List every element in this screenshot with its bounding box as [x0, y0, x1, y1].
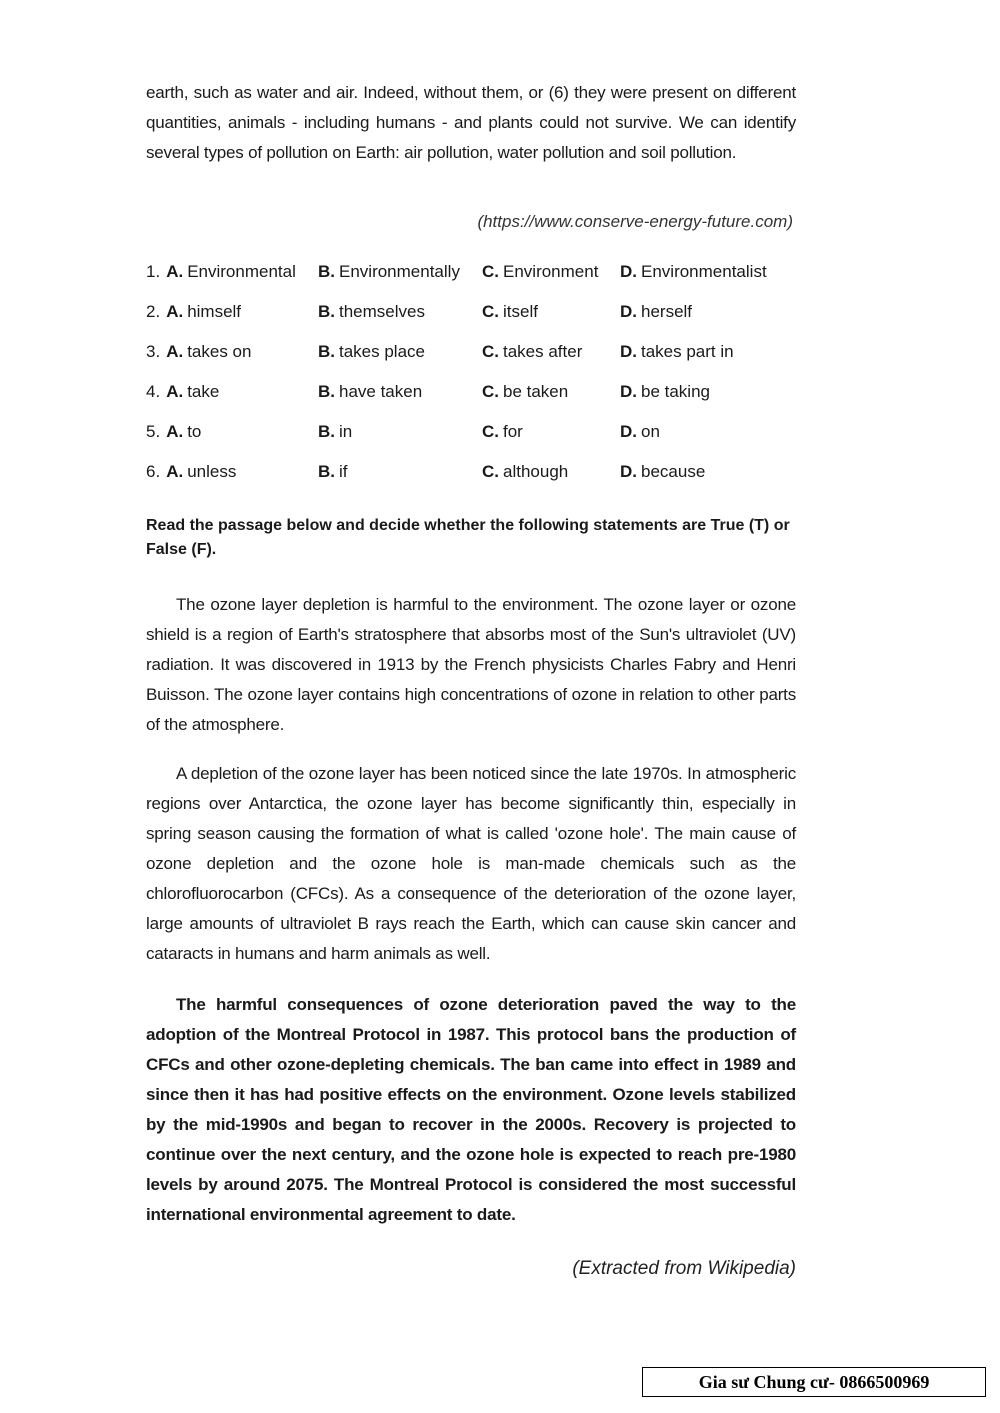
option-c	[482, 302, 620, 322]
option-letter: D.	[620, 422, 637, 441]
option-b	[318, 342, 482, 362]
option-c	[482, 422, 620, 442]
option-text: takes after	[503, 342, 583, 361]
option-text: Environmentalist	[641, 262, 767, 281]
option-b	[318, 382, 482, 402]
option-letter: C.	[482, 462, 499, 481]
option-letter: B.	[318, 262, 335, 281]
option-letter: B.	[318, 422, 335, 441]
option-text: if	[339, 462, 348, 481]
intro-paragraph: earth, such as water and air. Indeed, without them, or (6) they were present on different quantities, animals - including humans - and plants could not survive. We can identify several types of pollution on Earth: air pollution, water pollution and soil pollution.	[146, 83, 796, 162]
option-d	[620, 462, 800, 482]
footer-contact-box	[642, 1367, 986, 1397]
option-text: on	[641, 422, 660, 441]
option-a	[146, 462, 318, 482]
option-b	[318, 262, 482, 282]
option-b	[318, 302, 482, 322]
option-text: have taken	[339, 382, 423, 401]
option-letter: C.	[482, 422, 499, 441]
option-row	[146, 252, 806, 292]
footer-contact-text: Gia sư Chung cư- 0866500969	[698, 1371, 930, 1392]
question-number: 2.	[146, 302, 161, 321]
option-text: Environmentally	[339, 262, 460, 281]
option-letter: A.	[166, 382, 184, 401]
option-c	[482, 462, 620, 482]
option-c	[482, 382, 620, 402]
passage-paragraph-3: The harmful consequences of ozone deterioration paved the way to the adoption of the Montreal Protocol in 1987. This protocol bans the production of CFCs and other ozone-depleting chemicals. The ban came into effect in 1989 and since then it has had positive effects on the environment. Ozone levels stabilized by the mid-1990s and began to recover in the 2000s. Recovery is projected to continue over the next century, and the ozone hole is expected to reach pre-1980 levels by around 2075. The Montreal Protocol is considered the most successful international environmental agreement to date.	[146, 995, 796, 1224]
option-text: to	[187, 422, 202, 441]
question-number: 1.	[146, 262, 161, 281]
option-letter: A.	[166, 462, 184, 481]
option-letter: A.	[166, 422, 184, 441]
option-a	[146, 382, 318, 402]
option-text: in	[339, 422, 353, 441]
option-b	[318, 422, 482, 442]
option-letter: C.	[482, 262, 499, 281]
option-text: itself	[503, 302, 538, 321]
option-letter: C.	[482, 302, 499, 321]
option-c	[482, 342, 620, 362]
option-text: be taking	[641, 382, 710, 401]
option-b	[318, 462, 482, 482]
option-d	[620, 342, 800, 362]
question-number: 4.	[146, 382, 161, 401]
option-letter: D.	[620, 262, 637, 281]
option-text: because	[641, 462, 706, 481]
option-row	[146, 332, 806, 372]
option-d	[620, 422, 800, 442]
option-a	[146, 262, 318, 282]
option-letter: B.	[318, 382, 335, 401]
option-text: takes on	[187, 342, 252, 361]
option-letter: D.	[620, 462, 637, 481]
option-letter: C.	[482, 382, 499, 401]
option-text: take	[187, 382, 220, 401]
option-letter: C.	[482, 342, 499, 361]
option-text: although	[503, 462, 569, 481]
option-a	[146, 342, 318, 362]
option-row	[146, 372, 806, 412]
passage-paragraph-2: A depletion of the ozone layer has been noticed since the late 1970s. In atmospheric regions over Antarctica, the ozone layer has become significantly thin, especially in spring season causing the formation of what is called 'ozone hole'. The main cause of ozone depletion and the ozone hole is man-made chemicals such as the chlorofluorocarbon (CFCs). As a consequence of the deterioration of the ozone layer, large amounts of ultraviolet B rays reach the Earth, which can cause skin cancer and cataracts in humans and harm animals as well.	[146, 764, 796, 963]
option-a	[146, 302, 318, 322]
option-text: unless	[187, 462, 237, 481]
source-citation-2: (Extracted from Wikipedia)	[572, 1258, 796, 1279]
option-d	[620, 302, 800, 322]
option-letter: A.	[166, 262, 184, 281]
passage-paragraph-1: The ozone layer depletion is harmful to the environment. The ozone layer or ozone shield is a region of Earth's stratosphere that absorbs most of the Sun's ultraviolet (UV) radiation. It was discovered in 1913 by the French physicists Charles Fabry and Henri Buisson. The ozone layer contains high concentrations of ozone in relation to other parts of the atmosphere.	[146, 595, 796, 734]
option-text: herself	[641, 302, 693, 321]
option-letter: D.	[620, 382, 637, 401]
option-text: takes place	[339, 342, 425, 361]
option-text: himself	[187, 302, 242, 321]
option-text: themselves	[339, 302, 425, 321]
source-citation-1: (https://www.conserve-energy-future.com)	[477, 212, 793, 231]
option-letter: D.	[620, 342, 637, 361]
option-text: Environmental	[187, 262, 296, 281]
option-row	[146, 412, 806, 452]
option-letter: B.	[318, 462, 335, 481]
option-c	[482, 262, 620, 282]
option-letter: D.	[620, 302, 637, 321]
option-letter: A.	[166, 302, 184, 321]
question-number: 5.	[146, 422, 161, 441]
question-number: 3.	[146, 342, 161, 361]
option-d	[620, 382, 800, 402]
question-number: 6.	[146, 462, 161, 481]
option-text: takes part in	[641, 342, 734, 361]
option-letter: B.	[318, 302, 335, 321]
option-text: Environment	[503, 262, 599, 281]
option-text: be taken	[503, 382, 569, 401]
option-text: for	[503, 422, 523, 441]
answer-options-table	[146, 252, 806, 492]
option-row	[146, 292, 806, 332]
task-instruction: Read the passage below and decide whether the following statements are True (T) or False (F).	[146, 517, 790, 558]
option-letter: B.	[318, 342, 335, 361]
option-d	[620, 262, 800, 282]
option-letter: A.	[166, 342, 184, 361]
option-a	[146, 422, 318, 442]
option-row	[146, 452, 806, 492]
